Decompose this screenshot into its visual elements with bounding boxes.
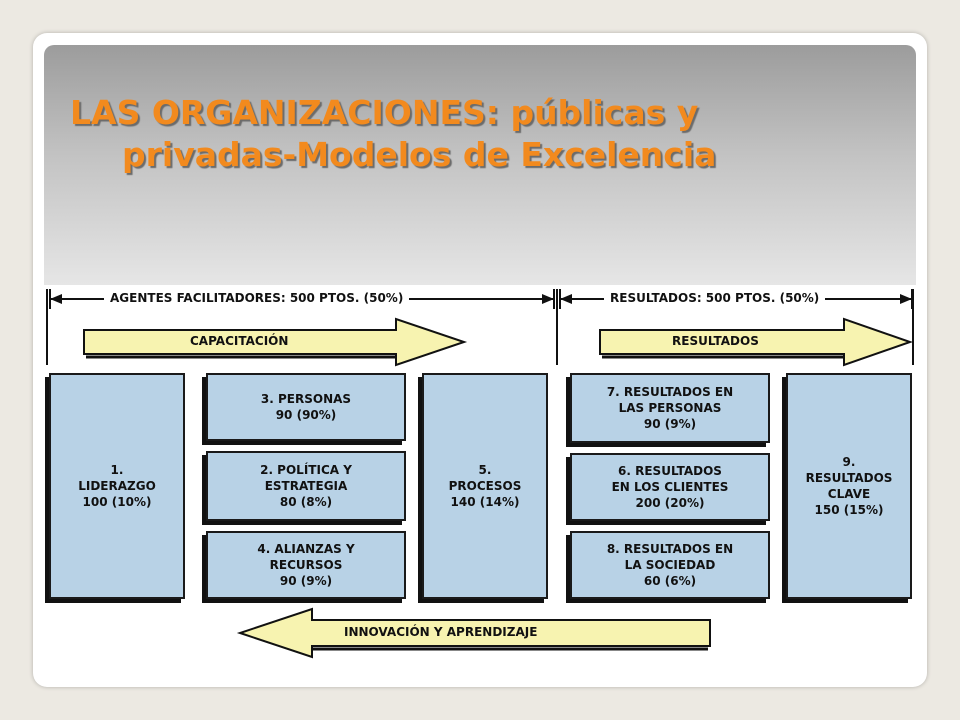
- box-resultados-personas: 7. RESULTADOS EN LAS PERSONAS 90 (9%): [570, 373, 770, 443]
- capacitacion-label: CAPACITACIÓN: [190, 334, 289, 348]
- efqm-model-diagram: [44, 285, 916, 670]
- span-arrowhead-right-start: [560, 294, 572, 304]
- span-arrowhead-left-start: [50, 294, 62, 304]
- box-resultados-sociedad: 8. RESULTADOS EN LA SOCIEDAD 60 (6%): [570, 531, 770, 599]
- span-arrowhead-left-end: [542, 294, 554, 304]
- box-politica-estrategia: 2. POLÍTICA Y ESTRATEGIA 80 (8%): [206, 451, 406, 521]
- resultados-label: RESULTADOS: [672, 334, 759, 348]
- box-personas: 3. PERSONAS 90 (90%): [206, 373, 406, 441]
- title-line-2: privadas-Modelos de Excelencia: [122, 135, 717, 174]
- box-alianzas-recursos: 4. ALIANZAS Y RECURSOS 90 (9%): [206, 531, 406, 599]
- header-agentes: AGENTES FACILITADORES: 500 PTOS. (50%): [104, 291, 409, 305]
- box-procesos: 5. PROCESOS 140 (14%): [422, 373, 548, 599]
- innovacion-label: INNOVACIÓN Y APRENDIZAJE: [344, 625, 538, 639]
- header-resultados: RESULTADOS: 500 PTOS. (50%): [604, 291, 825, 305]
- title-line-1: LAS ORGANIZACIONES: públicas y: [70, 93, 699, 132]
- box-liderazgo: 1. LIDERAZGO 100 (10%): [49, 373, 185, 599]
- slide-title: [70, 92, 900, 176]
- box-resultados-clave: 9. RESULTADOS CLAVE 150 (15%): [786, 373, 912, 599]
- box-resultados-clientes: 6. RESULTADOS EN LOS CLIENTES 200 (20%): [570, 453, 770, 521]
- span-arrowhead-right-end: [900, 294, 912, 304]
